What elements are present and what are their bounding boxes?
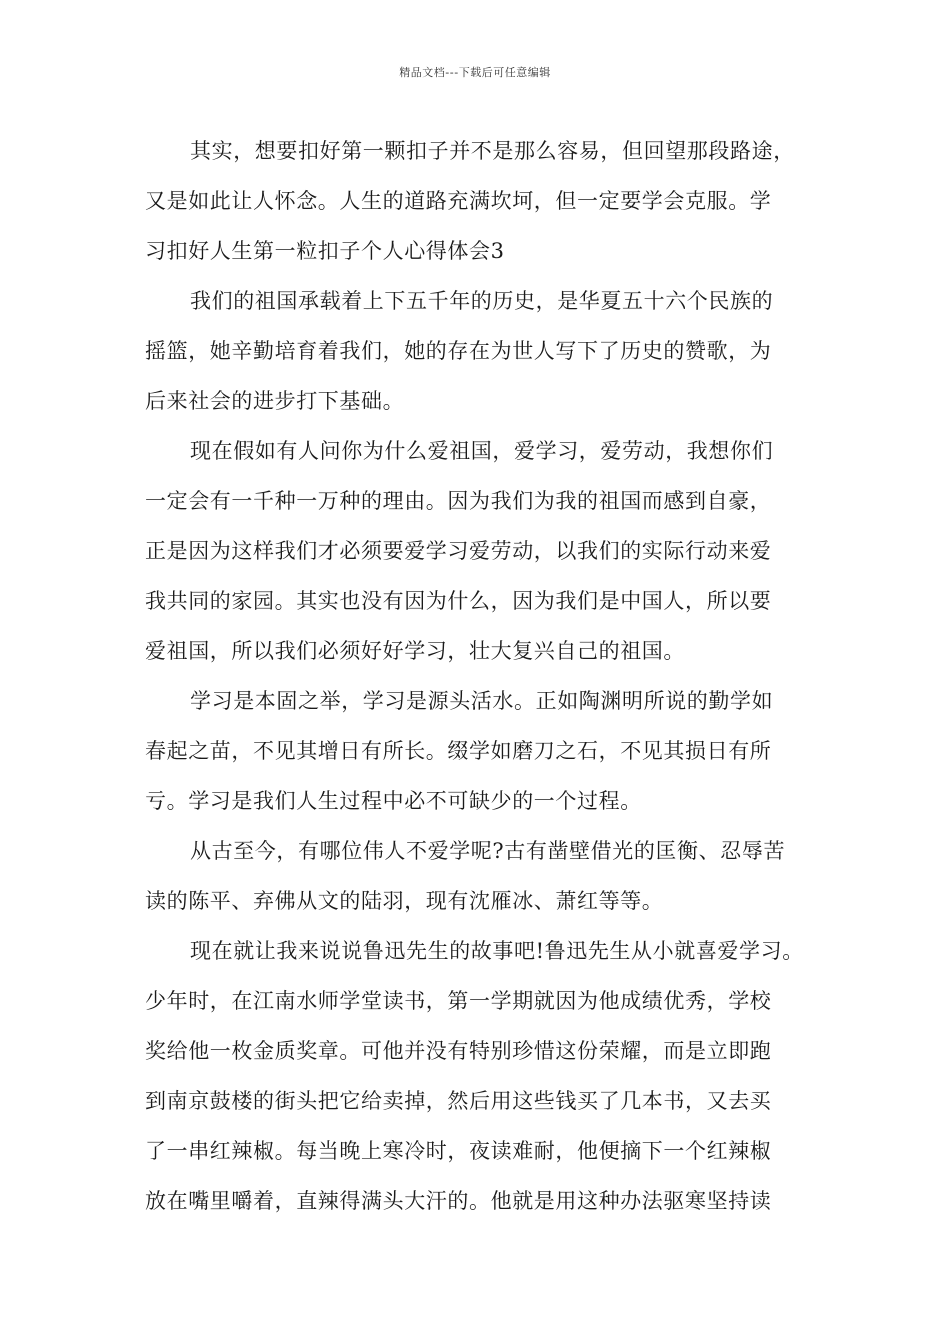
text-line: 现在假如有人问你为什么爱祖国，爱学习，爱劳动，我想你们: [190, 439, 774, 463]
document-body: [145, 132, 815, 1232]
text-line: 学习是本固之举，学习是源头活水。正如陶渊明所说的勤学如: [190, 689, 774, 713]
text-line: 春起之苗，不见其增日有所长。缀学如磨刀之石，不见其损日有所: [145, 739, 772, 763]
text-line: 我们的祖国承载着上下五千年的历史，是华夏五十六个民族的: [190, 289, 774, 313]
text-line: 后来社会的进步打下基础。: [145, 389, 405, 413]
text-line: 我共同的家园。其实也没有因为什么，因为我们是中国人，所以要: [145, 589, 772, 613]
text-line: 又是如此让人怀念。人生的道路充满坎坷，但一定要学会克服。学: [145, 189, 772, 213]
text-line: 少年时，在江南水师学堂读书，第一学期就因为他成绩优秀，学校: [145, 989, 772, 1013]
text-line: 爱祖国，所以我们必须好好学习，壮大复兴自己的祖国。: [145, 639, 685, 663]
text-line: 正是因为这样我们才必须要爱学习爱劳动，以我们的实际行动来爱: [145, 539, 772, 563]
text-line: 从古至今，有哪位伟人不爱学呢?古有凿壁借光的匡衡、忍辱苦: [190, 839, 786, 863]
text-line: 到南京鼓楼的街头把它给卖掉，然后用这些钱买了几本书，又去买: [145, 1089, 772, 1113]
text-line: 奖给他一枚金质奖章。可他并没有特别珍惜这份荣耀，而是立即跑: [145, 1039, 772, 1063]
text-line: 一定会有一千种一万种的理由。因为我们为我的祖国而感到自豪，: [145, 489, 772, 513]
page-header: 精品文档---下载后可任意编辑: [399, 66, 551, 79]
text-line: 读的陈平、弃佛从文的陆羽，现有沈雁冰、萧红等等。: [145, 889, 664, 913]
text-line: 了一串红辣椒。每当晚上寒冷时，夜读难耐，他便摘下一个红辣椒: [145, 1139, 772, 1163]
text-line: 习扣好人生第一粒扣子个人心得体会3: [145, 239, 505, 263]
text-line: 其实，想要扣好第一颗扣子并不是那么容易，但回望那段路途，: [190, 139, 795, 163]
text-line: 放在嘴里嚼着，直辣得满头大汗的。他就是用这种办法驱寒坚持读: [145, 1189, 772, 1213]
text-line: 现在就让我来说说鲁迅先生的故事吧!鲁迅先生从小就喜爱学习。: [190, 939, 804, 963]
text-line: 摇篮，她辛勤培育着我们，她的存在为世人写下了历史的赞歌，为: [145, 339, 772, 363]
text-line: 亏。学习是我们人生过程中必不可缺少的一个过程。: [145, 789, 642, 813]
